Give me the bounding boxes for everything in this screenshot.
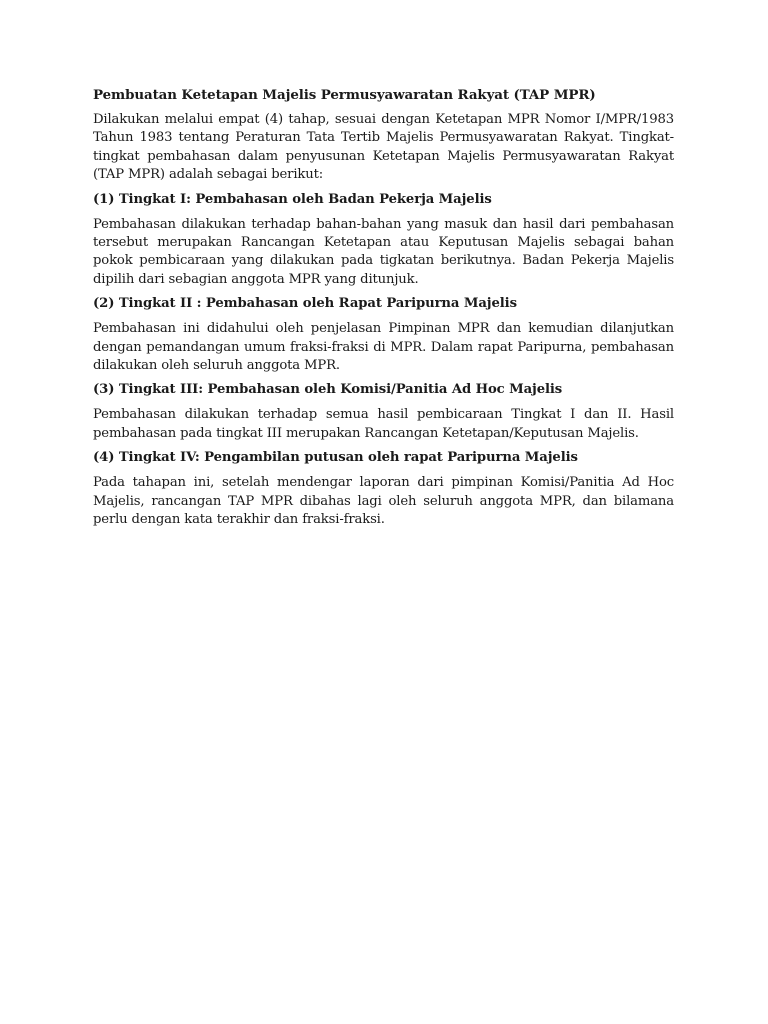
section-body: Pembahasan dilakukan terhadap bahan-bahan yang masuk dan hasil dari pembahasan tersebut merupakan Rancangan Ketetapan atau Keputusan Majelis sebagai bahan pokok pembicaraan yang dilakukan pada tigkatan berikutnya. Badan Pekerja Majelis dipilih dari sebagian anggota MPR yang ditunjuk. — [93, 216, 674, 287]
section-body: Pembahasan dilakukan terhadap semua hasil pembicaraan Tingkat I dan II. Hasil pembahasan pada tingkat III merupakan Rancangan Ketetapan/Keputusan Majelis. — [93, 407, 674, 441]
section-heading: (4) Tingkat IV: Pengambilan putusan oleh rapat Paripurna Majelis — [93, 450, 578, 466]
intro-paragraph: Dilakukan melalui empat (4) tahap, sesuai dengan Ketetapan MPR Nomor I/MPR/1983 Tahun 1983 tentang Peraturan Tata Tertib Majelis Permusyawaratan Rakyat. Tingkat-tingkat pembahasan dalam penyusunan Ketetapan Majelis Permusyawaratan Rakyat (TAP MPR) adalah sebagai berikut: — [93, 112, 674, 183]
section-tingkat-1 — [93, 191, 674, 290]
section-tingkat-3 — [93, 381, 674, 443]
section-heading: (1) Tingkat I: Pembahasan oleh Badan Pekerja Majelis — [93, 191, 492, 207]
document-page — [93, 86, 674, 536]
section-body: Pada tahapan ini, setelah mendengar laporan dari pimpinan Komisi/Panitia Ad Hoc Majelis, rancangan TAP MPR dibahas lagi oleh seluruh anggota MPR, dan bilamana perlu dengan kata terakhir dan fraksi-fraksi. — [93, 475, 674, 528]
document-title: Pembuatan Ketetapan Majelis Permusyawaratan Rakyat (TAP MPR) — [93, 87, 596, 103]
section-heading: (2) Tingkat II : Pembahasan oleh Rapat Paripurna Majelis — [93, 296, 517, 312]
section-body: Pembahasan ini didahului oleh penjelasan Pimpinan MPR dan kemudian dilanjutkan dengan pemandangan umum fraksi-fraksi di MPR. Dalam rapat Paripurna, pembahasan dilakukan oleh seluruh anggota MPR. — [93, 321, 674, 374]
section-heading: (3) Tingkat III: Pembahasan oleh Komisi/Panitia Ad Hoc Majelis — [93, 382, 563, 398]
section-tingkat-2 — [93, 295, 674, 375]
section-tingkat-4 — [93, 449, 674, 529]
